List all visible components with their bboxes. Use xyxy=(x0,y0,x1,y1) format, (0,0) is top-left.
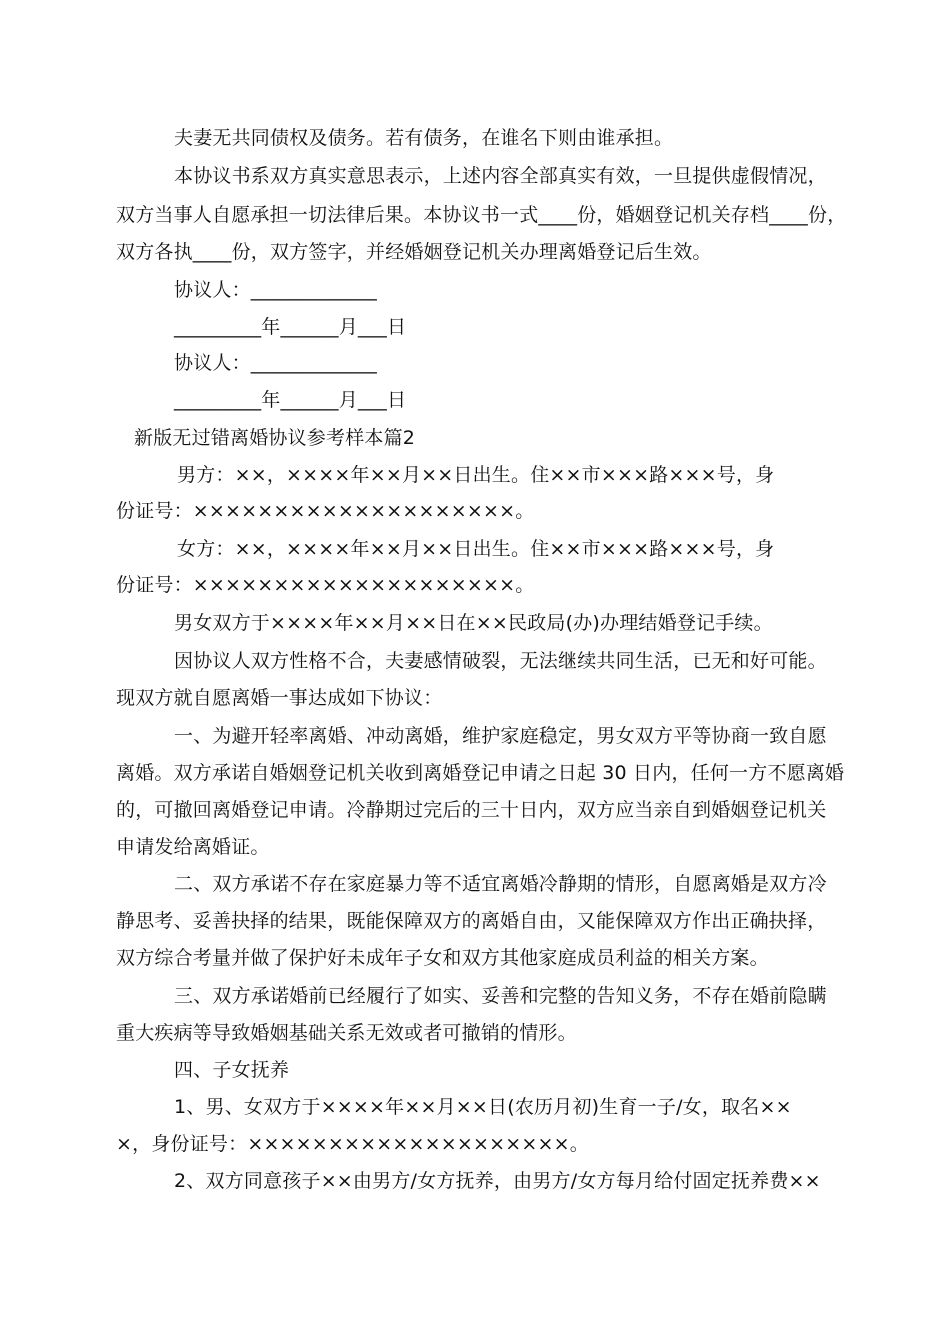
text-line: 因协议人双方性格不合，夫妻感情破裂，无法继续共同生活，已无和好可能。 xyxy=(174,650,827,672)
text-line: 份证号：××××××××××××××××××××。 xyxy=(116,574,535,596)
text-line: 双方综合考量并做了保护好未成年子女和双方其他家庭成员利益的相关方案。 xyxy=(116,947,769,969)
text-line: 离婚。双方承诺自婚姻登记机关收到离婚登记申请之日起 30 日内，任何一方不愿离婚 xyxy=(116,762,845,784)
text-line: 申请发给离婚证。 xyxy=(116,836,270,858)
text-line: 现双方就自愿离婚一事达成如下协议： xyxy=(116,687,443,709)
text-line: 二、双方承诺不存在家庭暴力等不适宜离婚冷静期的情形，自愿离婚是双方冷 xyxy=(174,873,827,895)
text-line: 1、男、女双方于××××年××月××日(农历月初)生育一子/女，取名×× xyxy=(174,1096,792,1118)
text-line: 的，可撤回离婚登记申请。冷静期过完后的三十日内，双方应当亲自到婚姻登记机关 xyxy=(116,799,827,821)
signature-line: 协议人：_____________ xyxy=(174,279,377,301)
text-line: 三、双方承诺婚前已经履行了如实、妥善和完整的告知义务，不存在婚前隐瞒 xyxy=(174,985,827,1007)
text-line: 静思考、妥善抉择的结果，既能保障双方的离婚自由，又能保障双方作出正确抉择， xyxy=(116,910,827,932)
text-line: 夫妻无共同债权及债务。若有债务，在谁名下则由谁承担。 xyxy=(174,127,674,149)
date-line: _________年______月___日 xyxy=(174,389,407,411)
text-line: 男方：××，××××年××月××日出生。住××市×××路×××号，身 xyxy=(177,464,775,486)
text-line: 份证号：××××××××××××××××××××。 xyxy=(116,500,535,522)
text-line: 重大疾病等导致婚姻基础关系无效或者可撤销的情形。 xyxy=(116,1022,577,1044)
text-line: 男女双方于××××年××月××日在××民政局(办)办理结婚登记手续。 xyxy=(174,612,773,634)
text-line: 双方各执____份，双方签字，并经婚姻登记机关办理离婚登记后生效。 xyxy=(116,241,712,263)
section-heading: 四、子女抚养 xyxy=(174,1059,290,1081)
text-line: 女方：××，××××年××月××日出生。住××市×××路×××号，身 xyxy=(177,538,775,560)
text-line: 2、双方同意孩子××由男方/女方抚养，由男方/女方每月给付固定抚养费×× xyxy=(174,1170,821,1192)
text-line: 一、为避开轻率离婚、冲动离婚，维护家庭稳定，男女双方平等协商一致自愿 xyxy=(174,725,827,747)
text-line: ×，身份证号：××××××××××××××××××××。 xyxy=(116,1133,589,1155)
text-line: 本协议书系双方真实意思表示，上述内容全部真实有效，一旦提供虚假情况， xyxy=(174,165,827,187)
section-heading: 新版无过错离婚协议参考样本篇2 xyxy=(134,427,416,449)
text-line: 双方当事人自愿承担一切法律后果。本协议书一式____份，婚姻登记机关存档____份， xyxy=(116,204,847,226)
signature-line: 协议人：_____________ xyxy=(174,352,377,374)
date-line: _________年______月___日 xyxy=(174,316,407,338)
